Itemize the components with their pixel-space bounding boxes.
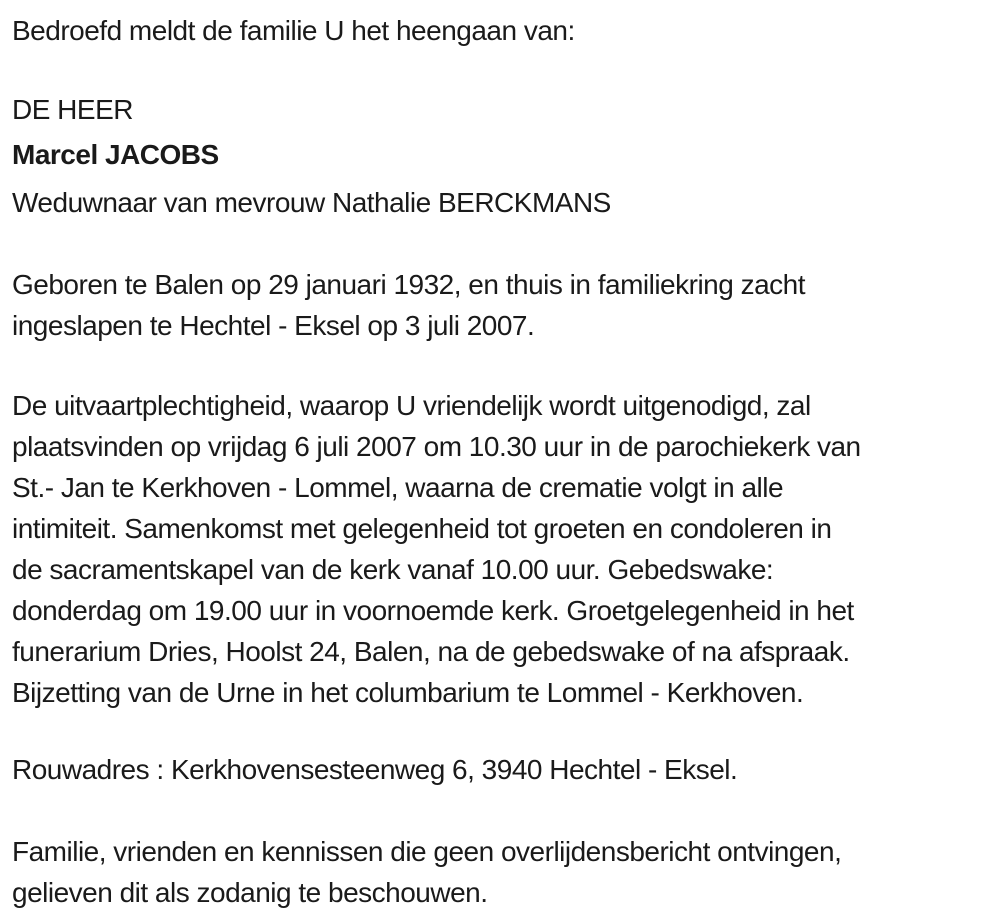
text-line: ingeslapen te Hechtel - Eksel op 3 juli 2007. <box>12 310 535 341</box>
intro-line: Bedroefd meldt de familie U het heengaan van: <box>12 15 575 46</box>
birth-death-paragraph <box>12 264 980 346</box>
relation-line: Weduwnaar van mevrouw Nathalie BERCKMANS <box>12 187 611 218</box>
notice-paragraph <box>12 831 980 913</box>
text-line: donderdag om 19.00 uur in voornoemde kerk. Groetgelegenheid in het <box>12 595 854 626</box>
text-line: de sacramentskapel van de kerk vanaf 10.00 uur. Gebedswake: <box>12 554 774 585</box>
text-line: intimiteit. Samenkomst met gelegenheid tot groeten en condoleren in <box>12 513 832 544</box>
text-line: St.- Jan te Kerkhoven - Lommel, waarna de crematie volgt in alle <box>12 472 784 503</box>
honorific-line: DE HEER <box>12 94 133 125</box>
text-line: Bijzetting van de Urne in het columbarium te Lommel - Kerkhoven. <box>12 677 804 708</box>
text-line: Familie, vrienden en kennissen die geen overlijdensbericht ontvingen, <box>12 836 842 867</box>
text-line: plaatsvinden op vrijdag 6 juli 2007 om 10.30 uur in de parochiekerk van <box>12 431 861 462</box>
text-line: gelieven dit als zodanig te beschouwen. <box>12 877 488 908</box>
text-line: Geboren te Balen op 29 januari 1932, en thuis in familiekring zacht <box>12 269 806 300</box>
deceased-name: Marcel JACOBS <box>12 139 219 170</box>
mourning-address: Rouwadres : Kerkhovensesteenweg 6, 3940 Hechtel - Eksel. <box>12 754 738 785</box>
text-line: funerarium Dries, Hoolst 24, Balen, na de gebedswake of na afspraak. <box>12 636 850 667</box>
text-line: De uitvaartplechtigheid, waarop U vriendelijk wordt uitgenodigd, zal <box>12 390 811 421</box>
service-paragraph <box>12 385 980 713</box>
